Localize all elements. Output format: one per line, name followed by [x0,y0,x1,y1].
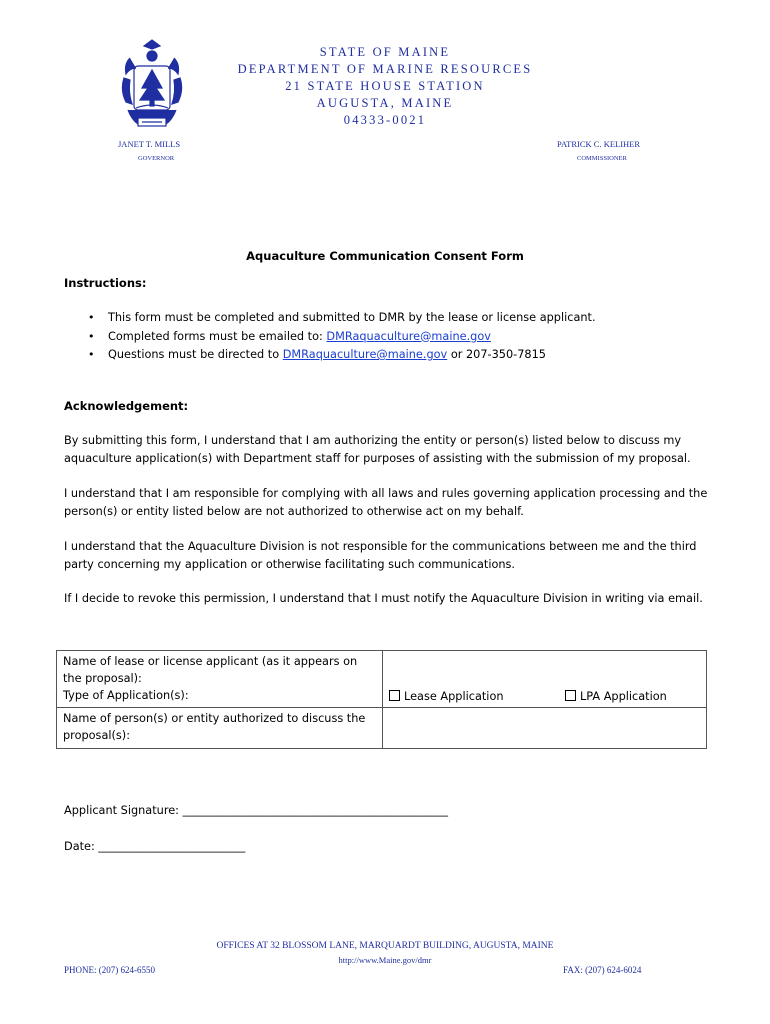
acknowledgement-paragraph: I understand that I am responsible for complying with all laws and rules governing application processing and the person(s) or entity listed below are not authorized to otherwise act on my behalf. [64,487,708,518]
commissioner-name: PATRICK C. KELIHER [557,139,641,149]
footer-phone: PHONE: (207) 624-6550 [64,965,155,975]
lease-application-option[interactable] [389,688,504,705]
bullet-icon: • [88,311,95,324]
instruction-text: This form must be completed and submitted to DMR by the lease or license applicant. [108,311,596,324]
authorized-name-field[interactable] [383,708,707,749]
governor-name: JANET T. MILLS [118,139,181,149]
authorized-label: Name of person(s) or entity authorized to discuss the proposal(s): [63,712,366,742]
list-item [88,328,596,347]
date-label: Date: [64,840,99,853]
instructions-list [88,309,596,365]
table-row [57,651,707,708]
letterhead-department: DEPARTMENT OF MARINE RESOURCES [237,62,533,76]
acknowledgement-paragraph: If I decide to revoke this permission, I understand that I must notify the Aquaculture Division in writing via email. [64,592,703,605]
bullet-icon: • [88,329,95,343]
governor-title: GOVERNOR [138,155,175,162]
applicant-label: Name of lease or license applicant (as it appears on the proposal): [63,655,358,685]
date-line [64,840,245,853]
email-link[interactable]: DMRaquaculture@maine.gov [282,348,448,361]
instruction-text: Questions must be directed to [108,348,283,361]
commissioner-title: COMMISSIONER [577,155,627,162]
signature-label: Applicant Signature: [64,804,183,817]
table-row [57,708,707,749]
instruction-text: Completed forms must be emailed to: [108,329,327,343]
application-type-options [389,688,700,705]
checkbox-icon[interactable] [565,690,576,701]
applicant-and-type-cell[interactable] [383,651,707,708]
acknowledgement-heading: Acknowledgement: [64,399,189,413]
acknowledgement-paragraph: I understand that the Aquaculture Division is not responsible for the communications between me and the third party concerning my application or otherwise facilitating such communications. [64,540,697,571]
date-field[interactable]: __________________________ [98,840,246,853]
footer-url: http://www.Maine.gov/dmr [338,955,432,965]
letterhead-station: 21 STATE HOUSE STATION [285,79,485,93]
letterhead-zip: 04333-0021 [343,113,427,127]
lpa-application-option[interactable] [565,688,667,705]
state-seal-icon [112,38,192,134]
phone-text: or 207-350-7815 [447,348,546,361]
table-label-cell [57,651,383,708]
email-link[interactable]: DMRaquaculture@maine.gov [326,329,491,343]
form-title: Aquaculture Communication Consent Form [246,249,524,263]
checkbox-icon[interactable] [389,690,400,701]
letterhead-city: AUGUSTA, MAINE [316,96,454,110]
letterhead-state: STATE OF MAINE [319,45,451,59]
lpa-application-label: LPA Application [580,690,667,703]
letterhead [200,44,570,129]
footer-fax: FAX: (207) 624-6024 [563,965,642,975]
list-item [88,346,596,365]
type-label: Type of Application(s): [63,689,189,702]
signature-line [64,804,448,817]
instructions-heading: Instructions: [64,276,147,290]
lease-application-label: Lease Application [404,690,504,703]
acknowledgement-paragraph: By submitting this form, I understand that I am authorizing the entity or person(s) listed below to discuss my aquaculture application(s) with Department staff for purposes of assisting with the submission of my proposal. [64,434,691,465]
bullet-icon: • [88,348,95,361]
list-item [88,309,596,328]
consent-table [56,650,707,749]
signature-field[interactable]: _______________________________________________ [182,804,449,817]
table-label-cell [57,708,383,749]
footer-address: OFFICES AT 32 BLOSSOM LANE, MARQUARDT BUILDING, AUGUSTA, MAINE [216,941,554,951]
